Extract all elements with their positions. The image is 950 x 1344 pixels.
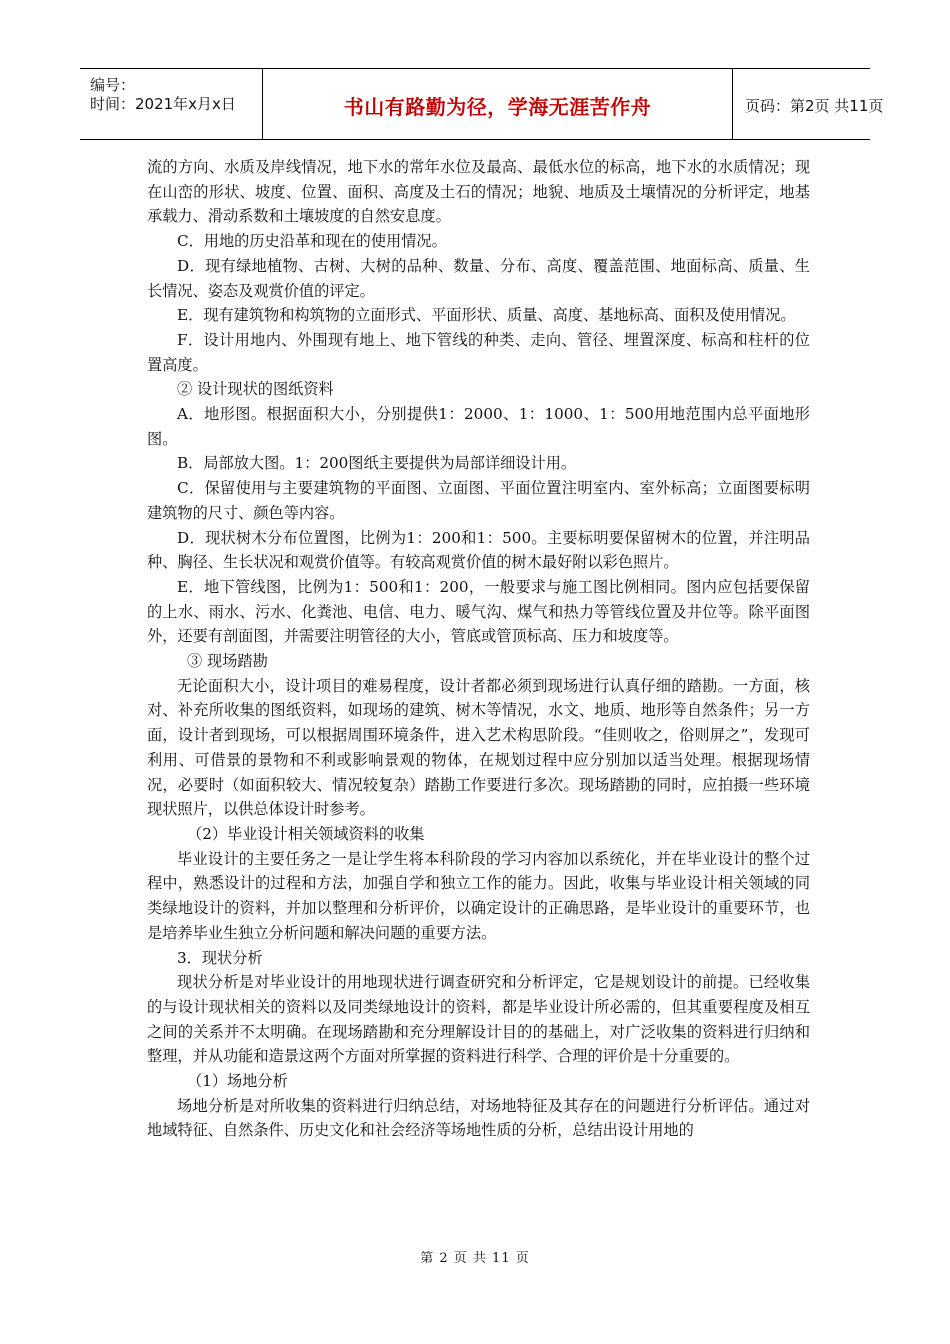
- section-heading-site-analysis: （1）场地分析: [187, 1072, 288, 1091]
- paragraph-item-d: D．现有绿地植物、古树、大树的品种、数量、分布、高度、覆盖范围、地面标高、质量、生长情况、姿态及观赏价值的评定。: [147, 256, 810, 300]
- paragraph-site-survey: 无论面积大小，设计项目的难易程度，设计者都必须到现场进行认真仔细的踏勘。一方面，核对、补充所收集的图纸资料，如现场的建筑、树木等情况，水文、地质、地形等自然条件；另一方面，设计者到现场，可以根据周围环境条件，进入艺术构思阶段。“佳则收之，俗则屏之”，发现可利用、可借景的景物和不利或影响景观的物体，在规划过程中应分别加以适当处理。根据现场情况，必要时（如面积较大、情况较复杂）踏勘工作要进行多次。现场踏勘的同时，应拍摄一些环境现状照片，以供总体设计时参考。: [147, 676, 810, 819]
- header-page-cell: [733, 69, 884, 139]
- paragraph-item-d2: D．现状树木分布位置图，比例为1：200和1：500。主要标明要保留树木的位置，并注明品种、胸径、生长状况和观赏价值等。有较高观赏价值的树木最好附以彩色照片。: [147, 528, 810, 572]
- paragraph-item-e2: E．地下管线图，比例为1：500和1：200，一般要求与施工图比例相同。图内应包括要保留的上水、雨水、污水、化粪池、电信、电力、暖气沟、煤气和热力等管线位置及井位等。除平面图外，还要有剖面图，并需要注明管径的大小，管底或管顶标高、压力和坡度等。: [147, 577, 810, 646]
- paragraph-related-materials: 毕业设计的主要任务之一是让学生将本科阶段的学习内容加以系统化，并在毕业设计的整个过程中，熟悉设计的过程和方法，加强自学和独立工作的能力。因此，收集与毕业设计相关领域的同类绿地设计的资料，并加以整理和分析评价，以确定设计的正确思路，是毕业设计的重要环节，也是培养毕业生独立分析问题和解决问题的重要方法。: [147, 849, 810, 942]
- document-body: [147, 155, 810, 1143]
- header-motto-cell: [263, 69, 733, 139]
- header-motto: 书山有路勤为径，学海无涯苦作舟: [343, 95, 652, 119]
- page-footer: 第 2 页 共 11 页: [420, 1251, 530, 1266]
- paragraph-item-c: C．用地的历史沿革和现在的使用情况。: [177, 232, 447, 251]
- paragraph-site-analysis: 场地分析是对所收集的资料进行归纳总结，对场地特征及其存在的问题进行分析评估。通过对地域特征、自然条件、历史文化和社会经济等场地性质的分析，总结出设计用地的: [147, 1096, 810, 1140]
- header-meta-cell: [80, 69, 263, 139]
- paragraph-item-f: F．设计用地内、外围现有地上、地下管线的种类、走向、管径、埋置深度、标高和柱杆的位置高度。: [147, 330, 810, 374]
- paragraph-item-a: A．地形图。根据面积大小，分别提供1：2000、1：1000、1：500用地范围内总平面地形图。: [147, 405, 810, 448]
- section-heading-status-analysis: 3．现状分析: [177, 948, 263, 967]
- header-page-number: 页码：第2页 共11页: [745, 97, 884, 115]
- section-heading-drawings: ② 设计现状的图纸资料: [177, 380, 334, 399]
- paragraph-item-e: E．现有建筑物和构筑物的立面形式、平面形状、质量、高度、基地标高、面积及使用情况。: [177, 306, 796, 325]
- document-number-label: 编号：: [90, 76, 136, 94]
- paragraph-item-c2: C．保留使用与主要建筑物的平面图、立面图、平面位置注明室内、室外标高；立面图要标明建筑物的尺寸、颜色等内容。: [147, 479, 810, 522]
- paragraph-continuation: 流的方向、水质及岸线情况，地下水的常年水位及最高、最低水位的标高，地下水的水质情况；现在山峦的形状、坡度、位置、面积、高度及土石的情况；地貌、地质及土壤情况的分析评定，地基承载力、滑动系数和土壤坡度的自然安息度。: [147, 158, 810, 226]
- section-heading-site-survey: ③ 现场踏勘: [187, 652, 268, 671]
- section-heading-related-materials: （2）毕业设计相关领域资料的收集: [187, 824, 425, 843]
- document-time-label: 时间：2021年x月x日: [90, 95, 236, 113]
- page-header: [80, 68, 884, 140]
- paragraph-status-analysis: 现状分析是对毕业设计的用地现状进行调查研究和分析评定，它是规划设计的前提。已经收集的与设计现状相关的资料以及同类绿地设计的资料，都是毕业设计所必需的，但其重要程度及相互之间的关系并不太明确。在现场踏勘和充分理解设计目的的基础上，对广泛收集的资料进行归纳和整理，并从功能和造景这两个方面对所掌握的资料进行科学、合理的评价是十分重要的。: [147, 973, 810, 1066]
- paragraph-item-b: B．局部放大图。1：200图纸主要提供为局部详细设计用。: [177, 454, 577, 473]
